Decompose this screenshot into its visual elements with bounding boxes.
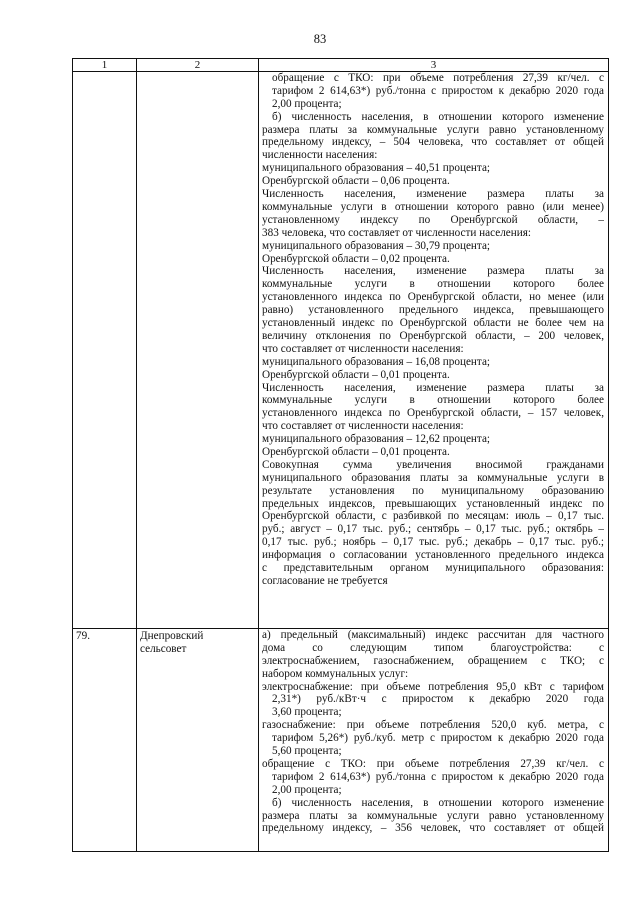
row-number: 79. — [76, 630, 90, 642]
table-row-79 — [73, 629, 609, 852]
text-line: Оренбургской области – 0,02 процента. — [262, 252, 450, 265]
text-line: а) предельный (максимальный) индекс рассчитан для частного — [262, 629, 604, 641]
text-line: Оренбургской области, с разбивкой по месяцам: июль – 0,17 тыс. — [262, 510, 604, 523]
text-line: муниципального образования – 12,62 процента; — [262, 433, 491, 446]
text-line: согласование не требуется — [262, 574, 388, 587]
text-line: Оренбургской области – 0,01 процента. — [262, 368, 450, 381]
text-line: тарифом 2 614,63*) руб./тонна с приростом к декабрю 2020 года — [272, 770, 604, 783]
text-line: величину отклонения по Оренбургской области, – 200 человек, — [262, 329, 604, 342]
text-line: Совокупная сумма увеличения вносимой гражданами — [262, 458, 604, 471]
text-line: с представительным органом муниципального образования: — [262, 562, 604, 575]
description-text — [259, 72, 608, 588]
municipality-name — [137, 629, 258, 657]
header-col-2: 2 — [137, 59, 259, 72]
text-line: предельному индексу, – 504 человека, что составляет от общей — [262, 136, 604, 149]
text-line: размера платы за коммунальные услуги равно установленному — [262, 123, 604, 136]
text-line: обращение с ТКО: при объеме потребления 27,39 кг/чел. с — [272, 72, 604, 84]
text-line: набором коммунальных услуг: — [262, 667, 409, 680]
row-number-cell — [73, 629, 137, 852]
text-line: установленный индекс по Оренбургской области не более чем на — [262, 317, 604, 330]
text-line: 2,00 процента; — [272, 783, 342, 796]
text-line: тарифом 2 614,63*) руб./тонна с приростом к декабрю 2020 года — [272, 84, 604, 97]
text-line: коммунальные услуги в отношении которого равно (или менее) — [262, 200, 604, 213]
text-line: муниципального образования – 30,79 процента; — [262, 239, 491, 252]
row-number-cell — [73, 72, 137, 629]
page-number: 83 — [313, 32, 327, 46]
text-line: б) численность населения, в отношении которого изменение — [272, 110, 604, 123]
text-line: тарифом 5,26*) руб./куб. метр с приростом к декабрю 2020 года — [272, 732, 604, 745]
row-description-cell — [259, 72, 609, 629]
text-line: обращение с ТКО: при объеме потребления 27,39 кг/чел. с — [262, 757, 604, 770]
text-line: муниципального образования – 40,51 процента; — [262, 162, 491, 175]
text-line: размера платы за коммунальные услуги равно установленному — [262, 809, 604, 822]
text-line: коммунальные услуги в отношении которого более — [262, 278, 604, 291]
text-line: равно) установленного предельного индекса, превышающего — [262, 304, 604, 317]
text-line: установленного индекса по Оренбургской области, – 157 человек, — [262, 407, 604, 420]
municipality-name-line: Днепровский — [140, 630, 204, 642]
text-line: электроснабжение: при объеме потребления 95,0 кВт с тарифом — [262, 680, 604, 693]
tariff-table — [72, 58, 609, 852]
text-line: Численность населения, изменение размера платы за — [262, 381, 604, 394]
text-line: 383 человека, что составляет от численности населения: — [262, 226, 531, 239]
header-col-1: 1 — [73, 59, 137, 72]
text-line: 3,60 процента; — [272, 706, 342, 719]
text-line: предельных индексов, превышающих установленный индекс по — [262, 497, 604, 510]
text-line: Численность населения, изменение размера платы за — [262, 188, 604, 201]
text-line: что составляет от численности населения: — [262, 420, 464, 433]
text-line: электроснабжением, газоснабжением, обращением с ТКО; с — [262, 654, 604, 667]
text-line: установленного индекса по Оренбургской области, но менее (или — [262, 291, 604, 304]
municipality-name-line: сельсовет — [140, 642, 187, 655]
text-line: результате установления по муниципальному образованию — [262, 484, 604, 497]
table-header-row — [73, 59, 609, 72]
text-line: руб.; август – 0,17 тыс. руб.; сентябрь – 0,17 тыс. руб.; октябрь – — [262, 523, 604, 536]
description-text — [259, 629, 608, 835]
row-description-cell — [259, 629, 609, 852]
text-line: 2,00 процента; — [272, 97, 342, 110]
text-line: Численность населения, изменение размера платы за — [262, 265, 604, 278]
text-line: 2,31*) руб./кВт·ч с приростом к декабрю 2020 года — [272, 693, 604, 706]
header-col-3: 3 — [259, 59, 609, 72]
text-line: предельному индексу, – 356 человек, что составляет от общей — [262, 822, 604, 835]
text-line: Оренбургской области – 0,01 процента. — [262, 446, 450, 459]
row-name-cell — [137, 629, 259, 852]
row-name-cell — [137, 72, 259, 629]
table-row-continued — [73, 72, 609, 629]
text-line: муниципального образования платы за коммунальные услуги в — [262, 471, 604, 484]
text-line: информация о согласовании установленного предельного индекса — [262, 549, 604, 562]
text-line: 0,17 тыс. руб.; ноябрь – 0,17 тыс. руб.; декабрь – 0,17 тыс. руб.; — [262, 536, 604, 549]
text-line: б) численность населения, в отношении которого изменение — [272, 796, 604, 809]
text-line: численности населения: — [262, 149, 378, 162]
text-line: Оренбургской области – 0,06 процента. — [262, 175, 450, 188]
text-line: установленному индексу по Оренбургской области, – — [262, 213, 604, 226]
text-line: коммунальные услуги в отношении которого более — [262, 394, 604, 407]
text-line: газоснабжение: при объеме потребления 520,0 куб. метра, с — [262, 719, 604, 732]
text-line: что составляет от численности населения: — [262, 342, 464, 355]
text-line: 5,60 процента; — [272, 745, 342, 758]
text-line: дома со следующим типом благоустройства: с — [262, 641, 604, 654]
text-line: муниципального образования – 16,08 процента; — [262, 355, 491, 368]
